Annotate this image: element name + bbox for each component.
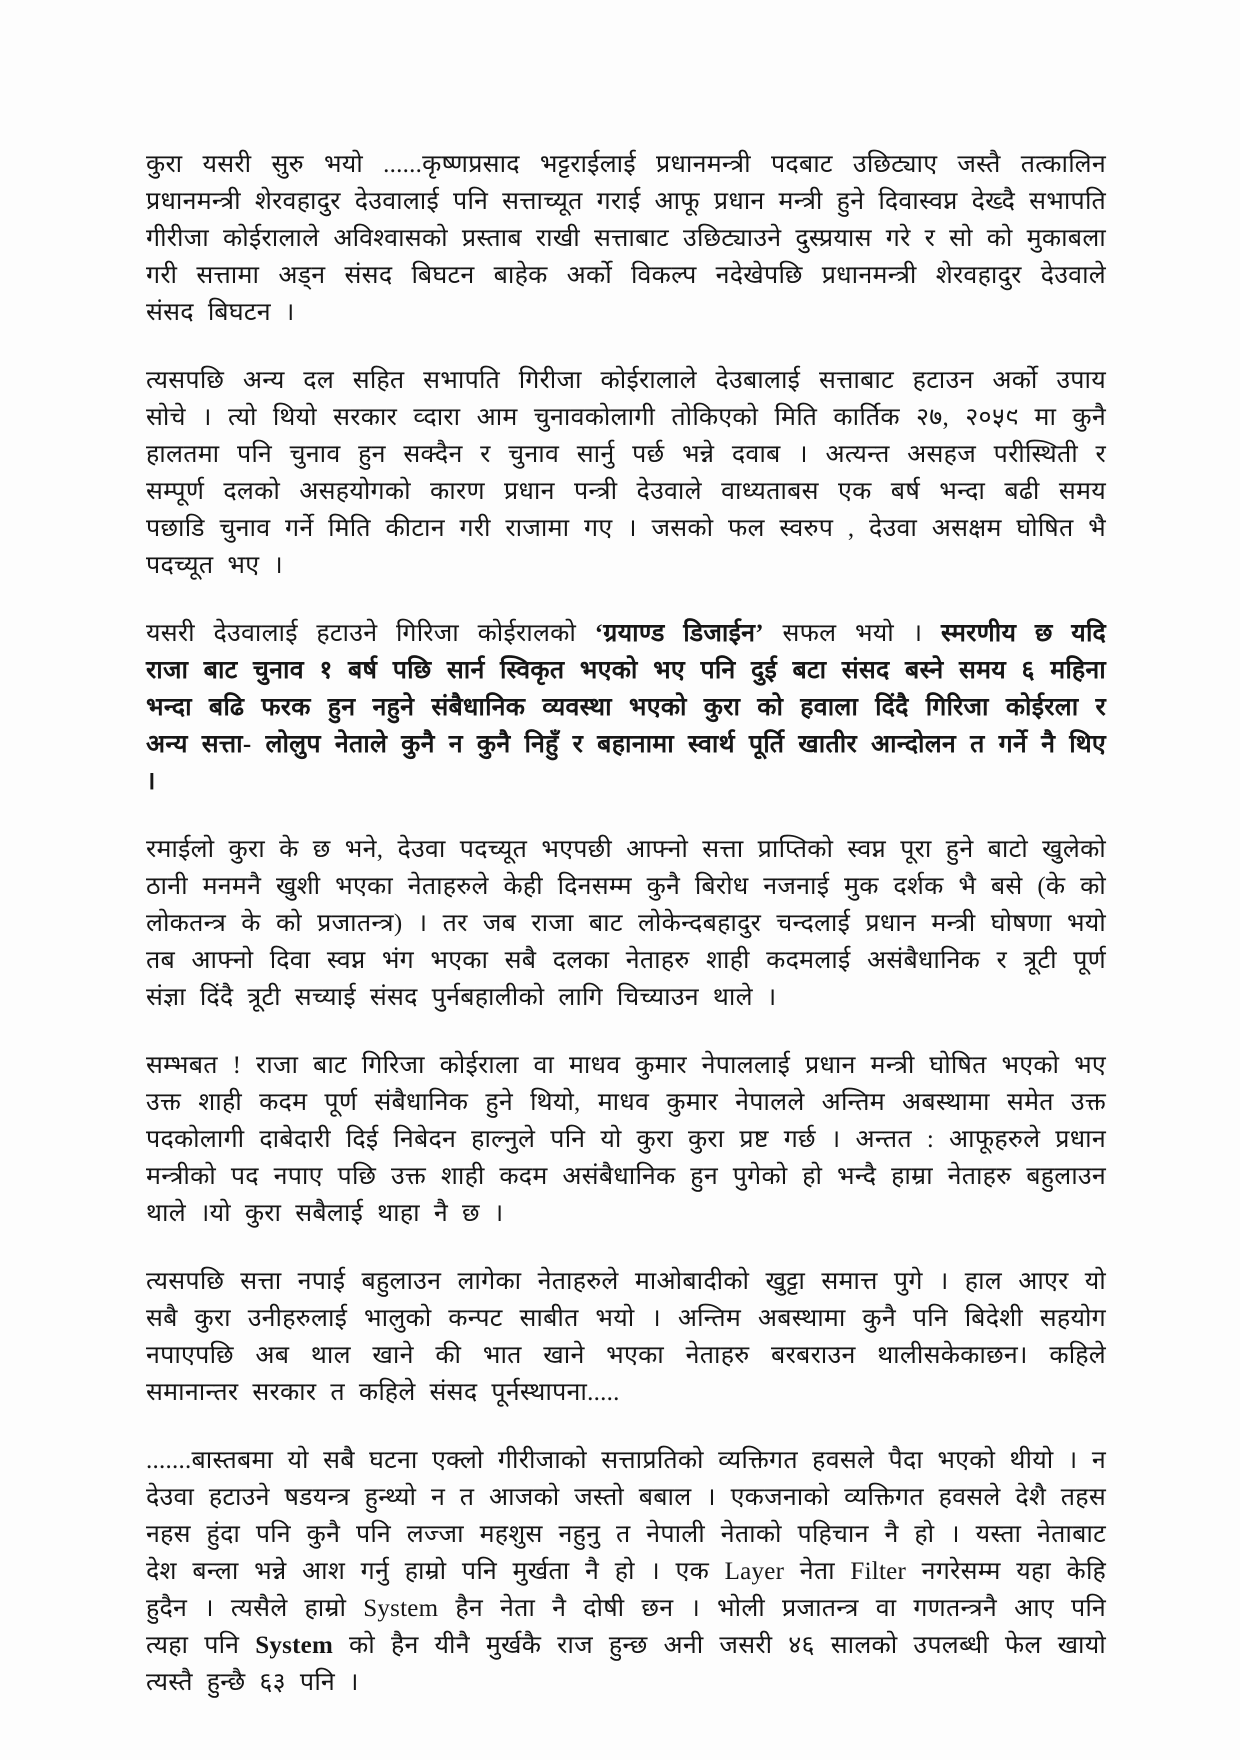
paragraph-7-run-1: .......बास्तबमा यो सबै घटना एक्लो गीरीजाको सत्ताप्रतिको व्यक्तिगत हवसले पैदा भएको थीयो । न देउवा हटाउने षडयन्त्र हुन्थ्यो न त आजको जस्तो बबाल । एकजनाको व्यक्तिगत हवसले देशै तहस नहस हुंदा पनि कुनै पनि लज्जा महशुस नहुनु त नेपाली नेताको पहिचान नै हो । यस्ता नेताबाट देश बन्ला भन्ने आश गर्नु हाम्रो पनि मुर्खता नै हो । एक Layer नेता Filter नगरेसम्म यहा केहि हुदैन । त्यसैले हाम्रो System हैन नेता नै दोषी छन । भोली प्रजातन्त्र वा गणतन्त्रनै आए पनि त्यहा पनि — [146, 1447, 1106, 1659]
document-body — [146, 146, 1106, 1701]
paragraph-3-run-4: स्मरणीय छ यदि राजा बाट चुनाव १ बर्ष पछि सार्न स्विकृत भएको भए पनि दुई बटा संसद बस्ने समय ६ महिना भन्दा बढि फरक हुन नहुने संबैधानिक व्यवस्था भएको कुरा को हवाला दिंदै गिरिजा कोईरला र अन्य सत्ता- लोलुप नेताले कुनै न कुनै निहुँ र बहानामा स्वार्थ पूर्ति खातीर आन्दोलन त गर्ने नै थिए । — [146, 620, 1106, 795]
paragraph-2-run-1: त्यसपछि अन्य दल सहित सभापति गिरीजा कोईरालाले देउबालाई सत्ताबाट हटाउन अर्को उपाय सोचे । त्यो थियो सरकार व्दारा आम चुनावकोलागी तोकिएको मिति कार्तिक २७, २०५९ मा कुनै हालतमा पनि चुनाव हुन सक्दैन र चुनाव सार्नु पर्छ भन्ने दवाब । अत्यन्त असहज परीस्थिती र सम्पूर्ण दलको असहयोगको कारण प्रधान पन्त्री देउवाले वाध्यताबस एक बर्ष भन्दा बढी समय पछाडि चुनाव गर्ने मिति कीटान गरी राजामा गए । जसको फल स्वरुप , देउवा असक्षम घोषित भै पदच्यूत भए । — [146, 367, 1106, 579]
paragraph-5-run-1: सम्भबत ! राजा बाट गिरिजा कोईराला वा माधव कुमार नेपाललाई प्रधान मन्त्री घोषित भएको भए उक्त शाही कदम पूर्ण संबैधानिक हुने थियो, माधव कुमार नेपालले अन्तिम अबस्थामा समेत उक्त पदकोलागी दाबेदारी दिई निबेदन हाल्नुले पनि यो कुरा कुरा प्रष्ट गर्छ । अन्तत : आफूहरुले प्रधान मन्त्रीको पद नपाए पछि उक्त शाही कदम असंबैधानिक हुन पुगेको हो भन्दै हाम्रा नेताहरु बहुलाउन थाले ।यो कुरा सबैलाई थाहा नै छ । — [146, 1052, 1106, 1227]
paragraph-7-run-2: System — [255, 1632, 334, 1659]
paragraph-1-run-1: कुरा यसरी सुरु भयो ......कृष्णप्रसाद भट्टराईलाई प्रधानमन्त्री पदबाट उछिट्याए जस्तै तत्कालिन प्रधानमन्त्री शेरवहादुर देउवालाई पनि सत्ताच्यूत गराई आफू प्रधान मन्त्री हुने दिवास्वप्न देख्दै सभापति गीरीजा कोईरालाले अविश्वासको प्रस्ताब राखी सत्ताबाट उछिट्याउने दुस्प्रयास गरे र सो को मुकाबला गरी सत्तामा अड्न संसद बिघटन बाहेक अर्को विकल्प नदेखेपछि प्रधानमन्त्री शेरवहादुर देउवाले संसद बिघटन । — [146, 151, 1106, 326]
paragraph-3-run-1: यसरी देउवालाई हटाउने गिरिजा कोईरालको — [146, 620, 595, 647]
paragraph-7 — [146, 1442, 1106, 1701]
paragraph-3-run-3: सफल भयो । — [763, 620, 941, 647]
paragraph-6 — [146, 1263, 1106, 1411]
paragraph-4 — [146, 831, 1106, 1016]
paragraph-1 — [146, 146, 1106, 331]
paragraph-7-run-3: को हैन यीनै मुर्खकै राज हुन्छ अनी जसरी ४६ सालको उपलब्धी फेल खायो त्यस्तै हुन्छै ६३ पनि । — [146, 1632, 1106, 1696]
paragraph-6-run-1: त्यसपछि सत्ता नपाई बहुलाउन लागेका नेताहरुले माओबादीको खुट्टा समात्त पुगे । हाल आएर यो सबै कुरा उनीहरुलाई भालुको कन्पट साबीत भयो । अन्तिम अबस्थामा कुनै पनि बिदेशी सहयोग नपाएपछि अब थाल खाने की भात खाने भएका नेताहरु बरबराउन थालीसकेकाछन। कहिले समानान्तर सरकार त कहिले संसद पूर्नस्थापना..... — [146, 1268, 1106, 1406]
paragraph-5 — [146, 1047, 1106, 1232]
paragraph-2 — [146, 362, 1106, 584]
paragraph-3 — [146, 615, 1106, 800]
paragraph-3-run-2: ‘ग्रयाण्ड डिजाईन’ — [594, 620, 764, 647]
paragraph-4-run-1: रमाईलो कुरा के छ भने, देउवा पदच्यूत भएपछी आफ्नो सत्ता प्राप्तिको स्वप्न पूरा हुने बाटो खुलेको ठानी मनमनै खुशी भएका नेताहरुले केही दिनसम्म कुनै बिरोध नजनाई मुक दर्शक भै बसे (के को लोकतन्त्र के को प्रजातन्त्र) । तर जब राजा बाट लोकेन्दबहादुर चन्दलाई प्रधान मन्त्री घोषणा भयो तब आफ्नो दिवा स्वप्न भंग भएका सबै दलका नेताहरु शाही कदमलाई असंबैधानिक र त्रूटी पूर्ण संज्ञा दिंदै त्रूटी सच्याई संसद पुर्नबहालीको लागि चिच्याउन थाले । — [146, 836, 1106, 1011]
